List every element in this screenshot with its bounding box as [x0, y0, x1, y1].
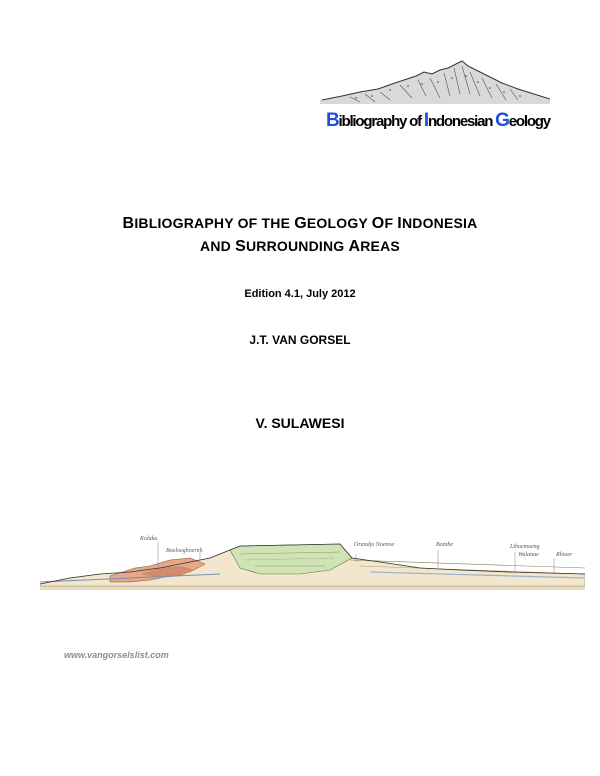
logo-word-3: eology [508, 113, 550, 130]
title-word: NDONESIA [401, 215, 478, 231]
title-word: URROUNDING [245, 238, 349, 254]
cross-section-label: Rhioer [556, 552, 573, 558]
chapter-title: V. SULAWESI [255, 415, 345, 431]
title-cap: A [348, 238, 361, 255]
logo-letter-b: B [326, 110, 339, 131]
edition-line: Edition 4.1, July 2012 [244, 288, 356, 300]
title-cap: O [371, 215, 385, 232]
website-url: www.vangorselslist.com [64, 650, 169, 660]
title-word: REAS [360, 238, 400, 254]
cross-section-label: Kolaka [140, 536, 158, 542]
title-cap: S [235, 238, 246, 255]
title-word: EOLOGY [306, 215, 372, 231]
title-line-2 [0, 235, 600, 258]
mountain-sketch-logo [320, 58, 550, 104]
cross-section-label: Orandjo Noenoe [354, 542, 395, 548]
title-word: F [384, 215, 398, 231]
geological-cross-section-illustration [40, 528, 585, 594]
title-cap: B [122, 215, 135, 232]
logo-word-1: ibliography of [338, 113, 424, 130]
logo-letter-i: I [423, 110, 428, 131]
title-cap: G [294, 215, 307, 232]
author-name: J.T. VAN GORSEL [249, 333, 351, 347]
document-title [0, 212, 600, 258]
cross-section-label: Boeloeghoernh [166, 548, 203, 554]
cross-section-label: Lihoemoeng [510, 544, 540, 550]
title-word: IBLIOGRAPHY OF THE [134, 215, 295, 231]
logo-letter-g: G [495, 110, 509, 131]
logo-word-2: ndonesian [427, 113, 496, 130]
logo-wordmark [326, 110, 556, 132]
cross-section-label: Walanae [518, 552, 539, 558]
title-word: AND [200, 238, 236, 254]
title-cap: I [397, 215, 402, 232]
cross-section-label: Bonthe [436, 542, 453, 548]
title-line-1 [0, 212, 600, 235]
